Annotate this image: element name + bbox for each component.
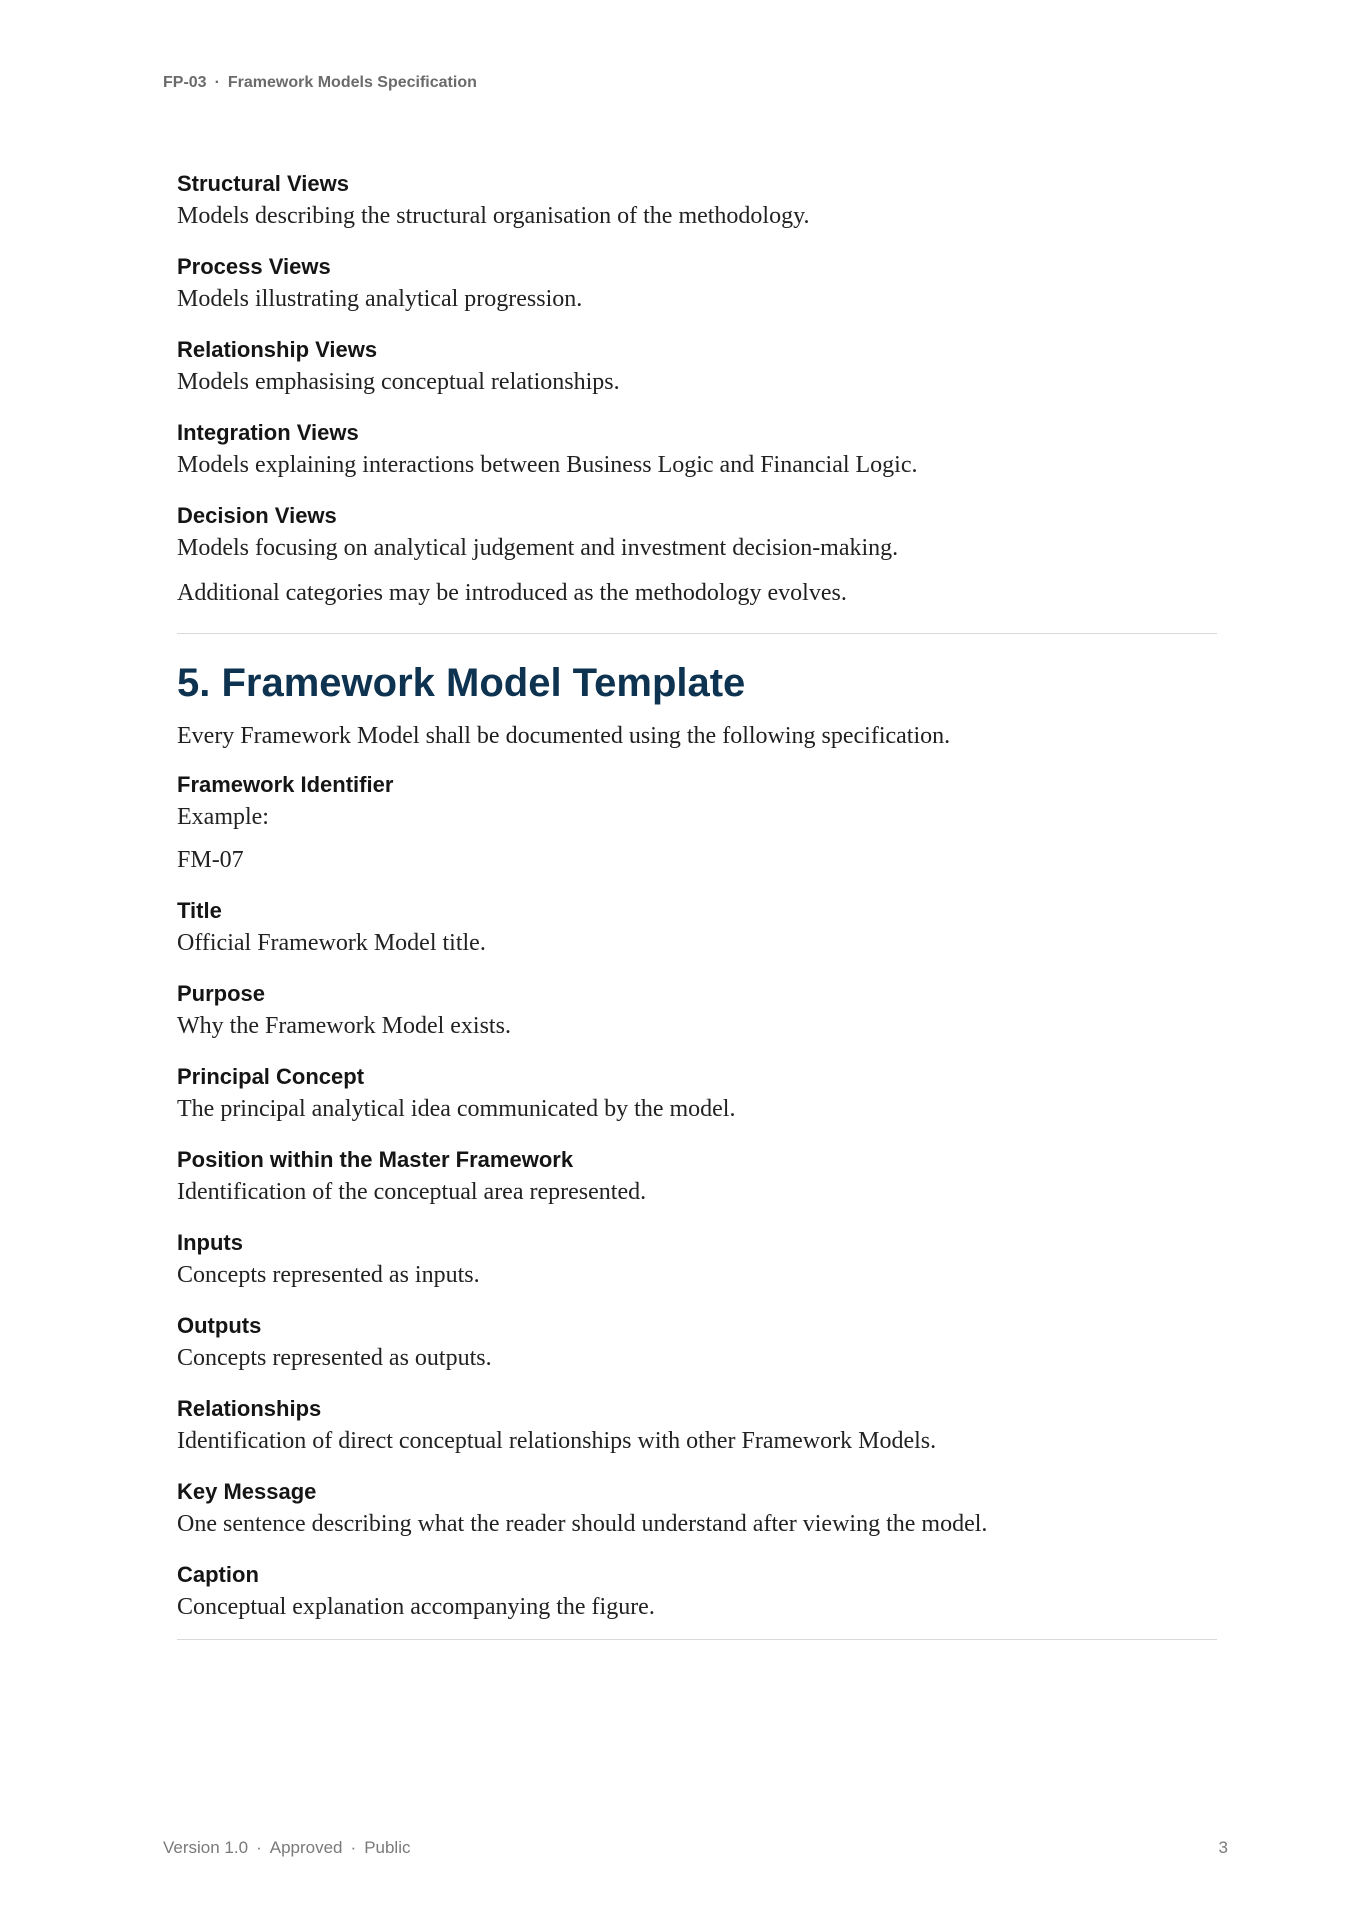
definition-description: Identification of the conceptual area represented. [177, 1179, 647, 1205]
definition-description: Identification of direct conceptual relationships with other Framework Models. [177, 1428, 937, 1454]
definition-term: Decision Views [177, 503, 337, 528]
definition-description: Why the Framework Model exists. [177, 1013, 511, 1039]
definition-term: Key Message [177, 1479, 317, 1504]
definition-term: Process Views [177, 254, 331, 279]
definition-description: Models focusing on analytical judgement and investment decision-making. [177, 535, 899, 561]
definition-item [177, 335, 1217, 400]
page-content [177, 169, 1217, 1640]
definition-item [177, 1145, 1217, 1210]
template-fields-list [177, 896, 1217, 1625]
definition-term: Caption [177, 1562, 259, 1587]
definition-item [177, 1062, 1217, 1127]
definition-term: Inputs [177, 1230, 243, 1255]
categories-note: Additional categories may be introduced as the methodology evolves. [177, 580, 847, 606]
footer-version: Version 1.0 [163, 1838, 249, 1857]
section-intro: Every Framework Model shall be documented using the following specification. [177, 723, 951, 749]
definition-item [177, 979, 1217, 1044]
view-categories-list [177, 169, 1217, 566]
definition-term: Framework Identifier [177, 772, 394, 797]
footer-separator: · [350, 1838, 357, 1857]
document-title: Framework Models Specification [227, 74, 477, 91]
definition-term: Relationships [177, 1396, 322, 1421]
page-number: 3 [1218, 1838, 1228, 1857]
definition-item [177, 896, 1217, 961]
definition-term: Principal Concept [177, 1064, 365, 1089]
definition-item [177, 169, 1217, 234]
footer-meta [163, 1838, 411, 1858]
section-heading: 5. Framework Model Template [177, 661, 746, 705]
definition-description: Models explaining interactions between Business Logic and Financial Logic. [177, 452, 918, 478]
definition-description: Models illustrating analytical progression. [177, 286, 583, 312]
definition-item [177, 252, 1217, 317]
definition-description: Official Framework Model title. [177, 930, 486, 956]
definition-description: Models describing the structural organisation of the methodology. [177, 203, 810, 229]
definition-description: Concepts represented as outputs. [177, 1345, 492, 1371]
definition-term: Structural Views [177, 171, 349, 196]
running-header [163, 74, 477, 92]
footer-separator: · [256, 1838, 262, 1857]
section-end-divider [177, 1639, 1217, 1640]
definition-term: Integration Views [177, 420, 359, 445]
section-divider [177, 633, 1217, 634]
definition-term: Outputs [177, 1313, 262, 1338]
example-value: FM-07 [177, 847, 244, 873]
definition-item [177, 1394, 1217, 1459]
definition-item [177, 418, 1217, 483]
footer-status: Approved [269, 1838, 343, 1857]
definition-description: The principal analytical idea communicated by the model. [177, 1096, 736, 1122]
definition-term: Title [177, 898, 222, 923]
footer-classification: Public [364, 1838, 411, 1857]
framework-identifier-item [177, 770, 1217, 878]
header-separator: · [214, 74, 220, 91]
definition-item [177, 1477, 1217, 1542]
definition-description: One sentence describing what the reader should understand after viewing the model. [177, 1511, 988, 1537]
page-footer [163, 1838, 1228, 1858]
definition-description: Conceptual explanation accompanying the figure. [177, 1594, 655, 1620]
definition-item [177, 1311, 1217, 1376]
definition-description: Concepts represented as inputs. [177, 1262, 480, 1288]
definition-description: Models emphasising conceptual relationships. [177, 369, 620, 395]
document-id: FP-03 [163, 74, 207, 91]
definition-term: Relationship Views [177, 337, 378, 362]
example-label: Example: [177, 804, 269, 830]
definition-term: Purpose [177, 981, 266, 1006]
definition-item [177, 1560, 1217, 1625]
definition-item [177, 501, 1217, 566]
definition-item [177, 1228, 1217, 1293]
definition-term: Position within the Master Framework [177, 1147, 574, 1172]
